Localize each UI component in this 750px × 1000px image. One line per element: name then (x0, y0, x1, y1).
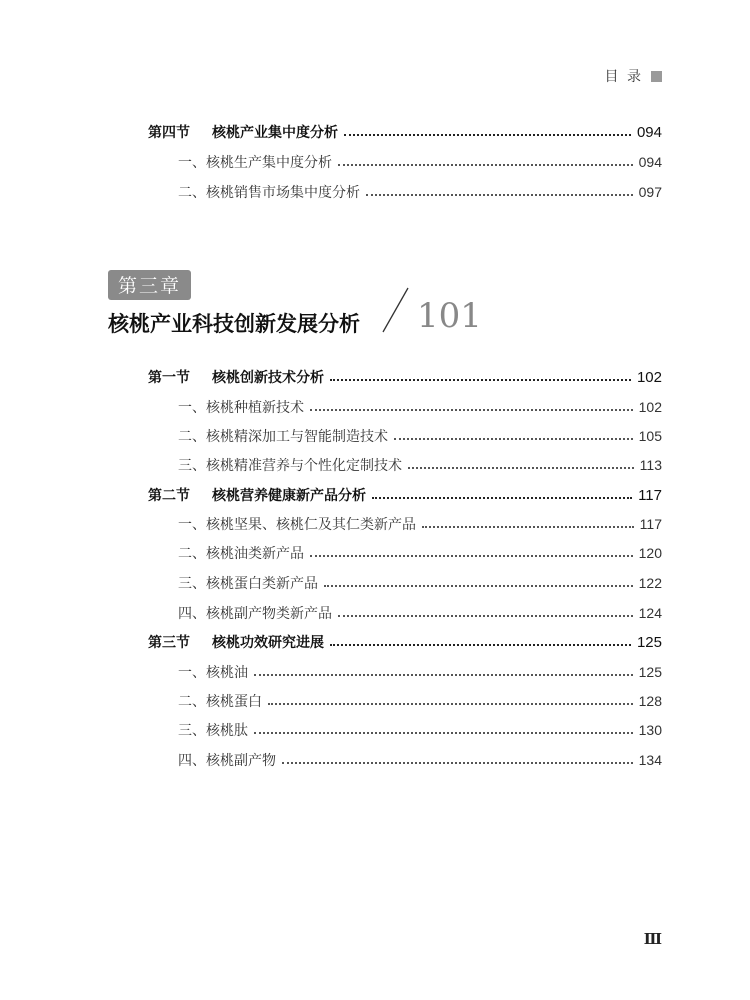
item-label: 二、核桃蛋白 (178, 694, 262, 710)
dot-leader (310, 409, 633, 411)
dot-leader (366, 194, 633, 196)
section-page: 094 (636, 123, 662, 141)
dot-leader (422, 526, 634, 528)
toc-item[interactable] (0, 571, 750, 595)
item-page: 094 (638, 154, 662, 170)
dot-leader (344, 134, 631, 136)
chapter-badge: 第三章 (108, 270, 191, 300)
item-label: 一、核桃生产集中度分析 (178, 155, 332, 171)
item-label: 一、核桃坚果、核桃仁及其仁类新产品 (178, 517, 416, 533)
running-header (605, 66, 662, 86)
dot-leader (310, 555, 633, 557)
dot-leader (254, 674, 633, 676)
item-label: 四、核桃副产物类新产品 (178, 606, 332, 622)
item-page: 117 (639, 516, 662, 532)
section-page: 125 (636, 633, 662, 651)
item-page: 113 (639, 457, 662, 473)
dot-leader (254, 732, 633, 734)
toc-item[interactable] (0, 424, 750, 448)
section-number: 第一节 (148, 370, 190, 386)
item-label: 二、核桃销售市场集中度分析 (178, 185, 360, 201)
dot-leader (330, 644, 631, 646)
toc-item[interactable] (0, 541, 750, 565)
header-title: 目 录 (604, 69, 643, 85)
dot-leader (324, 585, 633, 587)
dot-leader (394, 438, 633, 440)
toc-item[interactable] (0, 512, 750, 536)
toc-item[interactable] (0, 180, 750, 204)
item-label: 三、核桃精准营养与个性化定制技术 (178, 458, 402, 474)
dot-leader (408, 467, 634, 469)
item-page: 125 (638, 664, 662, 680)
item-page: 102 (638, 399, 662, 415)
item-page: 134 (638, 752, 662, 768)
toc-item[interactable] (0, 601, 750, 625)
item-label: 三、核桃蛋白类新产品 (178, 576, 318, 592)
section-title: 核桃创新技术分析 (212, 370, 324, 386)
item-label: 二、核桃精深加工与智能制造技术 (178, 429, 388, 445)
item-page: 122 (638, 575, 662, 591)
section-title: 核桃产业集中度分析 (212, 125, 338, 141)
section-number: 第二节 (148, 488, 190, 504)
toc-item[interactable] (0, 453, 750, 477)
toc-section-4[interactable] (0, 120, 750, 144)
section-page: 102 (636, 368, 662, 386)
section-number: 第四节 (148, 125, 190, 141)
toc-item[interactable] (0, 689, 750, 713)
item-page: 105 (638, 428, 662, 444)
slash-divider (380, 286, 410, 336)
dot-leader (338, 615, 633, 617)
square-icon (651, 71, 662, 82)
dot-leader (268, 703, 633, 705)
toc-section-2[interactable] (0, 483, 750, 507)
dot-leader (282, 762, 633, 764)
toc-item[interactable] (0, 718, 750, 742)
chapter-page: 101 (417, 296, 482, 336)
toc-item[interactable] (0, 660, 750, 684)
dot-leader (338, 164, 633, 166)
toc-item[interactable] (0, 395, 750, 419)
toc-section-3[interactable] (0, 630, 750, 654)
item-label: 一、核桃种植新技术 (178, 400, 304, 416)
item-page: 124 (638, 605, 662, 621)
item-label: 四、核桃副产物 (178, 753, 276, 769)
item-label: 二、核桃油类新产品 (178, 546, 304, 562)
item-page: 120 (638, 545, 662, 561)
chapter-title[interactable]: 核桃产业科技创新发展分析 (108, 312, 360, 336)
page-number: Ⅲ (643, 930, 662, 948)
section-page: 117 (638, 486, 662, 504)
dot-leader (372, 497, 632, 499)
item-page: 130 (638, 722, 662, 738)
item-page: 097 (638, 184, 662, 200)
item-label: 三、核桃肽 (178, 723, 248, 739)
toc-item[interactable] (0, 748, 750, 772)
toc-section-1[interactable] (0, 365, 750, 389)
section-number: 第三节 (148, 635, 190, 651)
item-label: 一、核桃油 (178, 665, 248, 681)
section-title: 核桃功效研究进展 (212, 635, 324, 651)
dot-leader (330, 379, 631, 381)
item-page: 128 (638, 693, 662, 709)
toc-item[interactable] (0, 150, 750, 174)
section-title: 核桃营养健康新产品分析 (212, 488, 366, 504)
